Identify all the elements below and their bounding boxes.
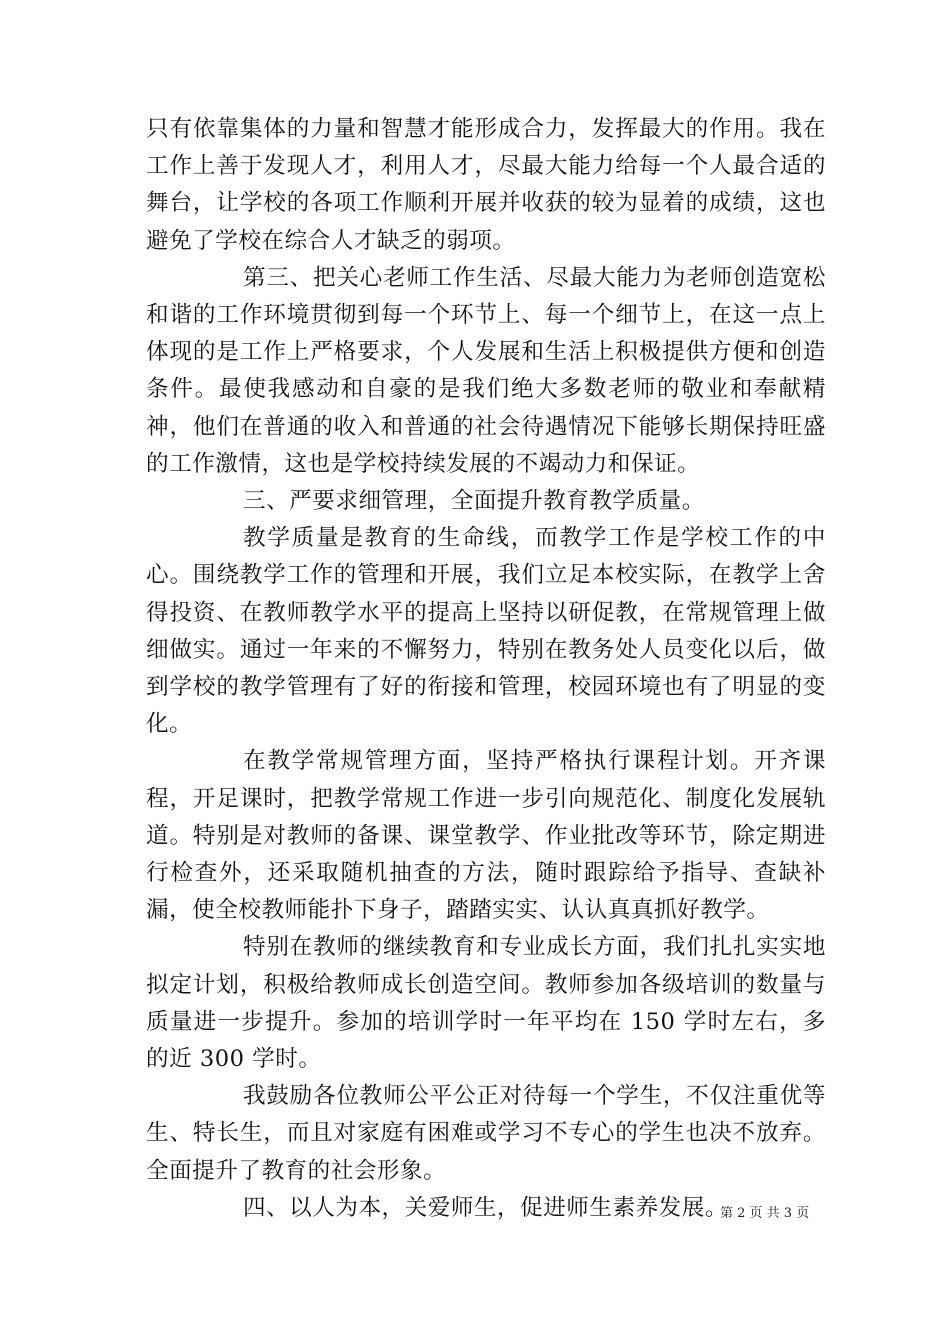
paragraph-6: 特别在教师的继续教育和专业成长方面，我们扎扎实实地拟定计划，积极给教师成长创造空间。教师参加各级培训的数量与质量进一步提升。参加的培训学时一年平均在 150 学时左右，多的近 300 学时。 [146, 934, 826, 1073]
paragraph-4: 教学质量是教育的生命线，而教学工作是学校工作的中心。围绕教学工作的管理和开展，我们立足本校实际，在教学上舍得投资、在教师教学水平的提高上坚持以研促教，在常规管理上做细做实。通过一年来的不懈努力，特别在教务处人员变化以后，做到学校的教学管理有了好的衔接和管理，校园环境也有了明显的变化。 [146, 525, 826, 738]
paragraph-7: 我鼓励各位教师公平公正对待每一个学生，不仅注重优等生、特长生，而且对家庭有困难或学习不专心的学生也决不放弃。全面提升了教育的社会形象。 [146, 1083, 826, 1184]
paragraph-5: 在教学常规管理方面，坚持严格执行课程计划。开齐课程，开足课时，把教学常规工作进一步引向规范化、制度化发展轨道。特别是对教师的备课、课堂教学、作业批改等环节，除定期进行检查外，还采取随机抽查的方法，随时跟踪给予指导、查缺补漏，使全校教师能扑下身子，踏踏实实、认认真真抓好教学。 [146, 748, 826, 924]
paragraph-1: 只有依靠集体的力量和智慧才能形成合力，发挥最大的作用。我在工作上善于发现人才，利用人才，尽最大能力给每一个人最合适的舞台，让学校的各项工作顺利开展并收获的较为显着的成绩，这也避免了学校在综合人才缺乏的弱项。 [146, 116, 826, 254]
section-heading-3: 三、严要求细管理，全面提升教育教学质量。 [243, 488, 705, 515]
section-heading-4: 四、以人为本，关爱师生，促进师生素养发展。 [243, 1194, 728, 1221]
document-body [146, 111, 826, 1227]
paragraph-2: 第三、把关心老师工作生活、尽最大能力为老师创造宽松和谐的工作环境贯彻到每一个环节上、每一个细节上，在这一点上体现的是工作上严格要求，个人发展和生活上积极提供方便和创造条件。最使我感动和自豪的是我们绝大多数老师的敬业和奉献精神，他们在普通的收入和普通的社会待遇情况下能够长期保持旺盛的工作激情，这也是学校持续发展的不竭动力和保证。 [146, 264, 826, 477]
page-number: 第 2 页 共 3 页 [720, 1206, 810, 1221]
